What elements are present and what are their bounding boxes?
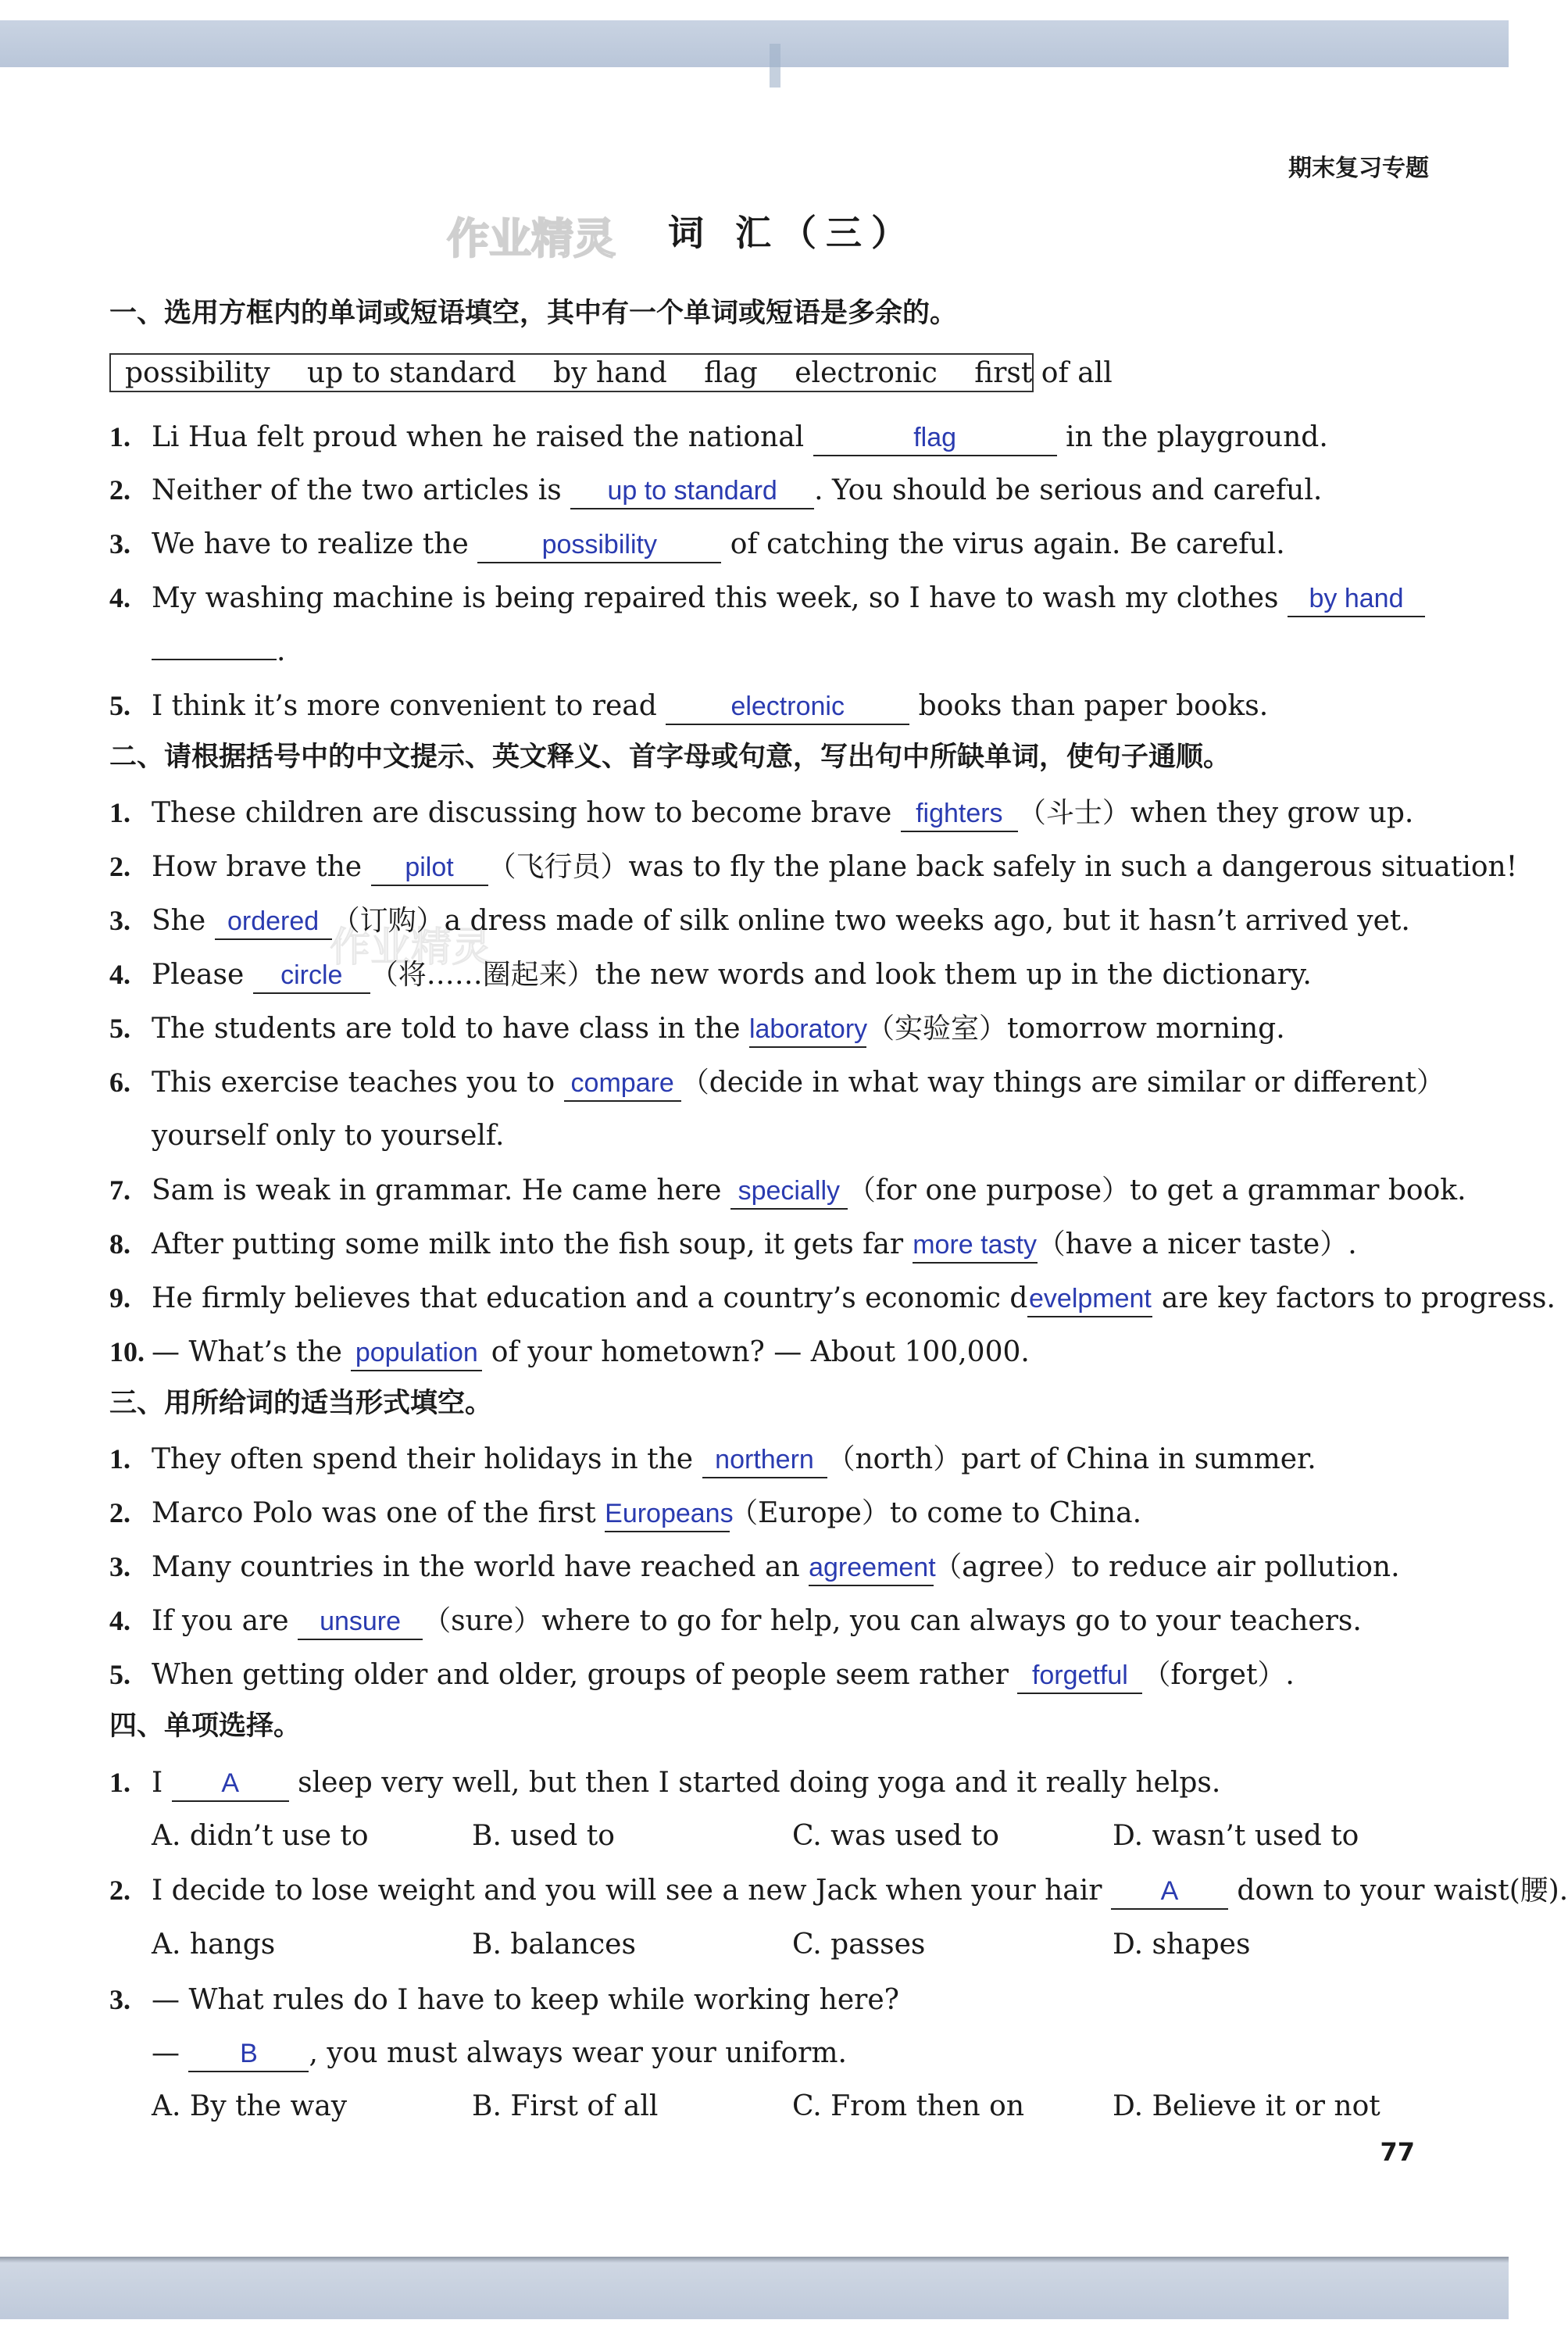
question-text: They often spend their holidays in the xyxy=(152,1443,702,1475)
question-text: （实验室）tomorrow morning. xyxy=(866,1013,1285,1045)
question-text: I think it’s more convenient to read xyxy=(152,690,666,722)
question-text: My washing machine is being repaired this week, so I have to wash my clothes xyxy=(152,582,1288,614)
band-seam xyxy=(770,44,780,88)
word-box-item: first of all xyxy=(974,357,1113,389)
question-number: 1. xyxy=(109,1767,130,1798)
question-row xyxy=(109,794,1438,832)
question-text: are key factors to progress. xyxy=(1152,1282,1555,1314)
answer-blank[interactable]: up to standard xyxy=(570,474,814,509)
answer-blank[interactable]: specially xyxy=(730,1174,848,1210)
question-text: （for one purpose）to get a grammar book. xyxy=(847,1174,1466,1206)
question-text: in the playground. xyxy=(1056,421,1328,453)
word-box-item: electronic xyxy=(795,357,938,389)
question-text: （将……圈起来）the new words and look them up in the dictionary. xyxy=(370,959,1312,991)
answer-blank[interactable]: ordered xyxy=(215,904,332,940)
corner-label: 期末复习专题 xyxy=(1288,155,1429,182)
question-text: — xyxy=(152,2037,189,2069)
question-text: He firmly believes that education and a country’s economic d xyxy=(152,1282,1028,1314)
answer-blank[interactable]: B xyxy=(188,2036,309,2072)
question-number: 10. xyxy=(109,1336,145,1367)
question-row-cont xyxy=(109,1117,1438,1155)
question-text: Neither of the two articles is xyxy=(152,474,571,506)
question-number: 1. xyxy=(109,797,130,828)
question-text: （斗士）when they grow up. xyxy=(1017,797,1414,829)
question-row xyxy=(109,1602,1438,1640)
bottom-scan-band xyxy=(0,2257,1509,2319)
question-text: . You should be serious and careful. xyxy=(814,474,1323,506)
question-text: — What rules do I have to keep while working here? xyxy=(152,1984,899,2016)
question-text: These children are discussing how to become brave xyxy=(152,797,901,829)
answer-blank[interactable]: unsure xyxy=(298,1604,423,1640)
question-number: 2. xyxy=(109,851,130,882)
question-number: 3. xyxy=(109,1551,130,1582)
question-text: books than paper books. xyxy=(909,690,1269,722)
question-text: down to your waist(腰). xyxy=(1227,1875,1568,1907)
option-d[interactable]: D. wasn’t used to xyxy=(1113,1820,1359,1852)
option-a[interactable]: A. By the way xyxy=(152,2090,348,2122)
question-row xyxy=(109,1171,1466,1210)
question-row xyxy=(109,848,1518,886)
question-row xyxy=(109,1548,1438,1586)
answer-blank[interactable]: possibility xyxy=(477,527,721,563)
question-row xyxy=(109,902,1438,940)
question-row-cont xyxy=(109,633,1438,670)
question-text: （have a nicer taste）. xyxy=(1037,1228,1357,1260)
page-title: 词 汇（三） xyxy=(668,212,917,254)
question-text: I xyxy=(152,1767,172,1799)
question-number: 8. xyxy=(109,1228,130,1260)
option-b[interactable]: B. used to xyxy=(472,1820,615,1852)
question-text: This exercise teaches you to xyxy=(152,1067,564,1099)
question-row xyxy=(109,1333,1438,1371)
answer-blank[interactable]: Europeans xyxy=(605,1496,730,1532)
question-text: She xyxy=(152,905,215,937)
question-row xyxy=(109,579,1438,617)
question-number: 7. xyxy=(109,1174,130,1206)
question-text: , you must always wear your uniform. xyxy=(309,2037,847,2069)
top-scan-band xyxy=(0,20,1509,67)
question-text: （decide in what way things are similar or different） xyxy=(680,1067,1445,1099)
question-row xyxy=(109,687,1438,725)
question-text: Please xyxy=(152,959,253,991)
option-a[interactable]: A. didn’t use to xyxy=(152,1820,369,1852)
question-text: of your hometown? — About 100,000. xyxy=(482,1336,1030,1368)
question-text: I decide to lose weight and you will see a new Jack when your hair xyxy=(152,1875,1111,1907)
answer-blank[interactable]: compare xyxy=(564,1066,681,1102)
option-d[interactable]: D. Believe it or not xyxy=(1113,2090,1380,2122)
question-text: of catching the virus again. Be careful. xyxy=(721,528,1285,560)
word-box-item: up to standard xyxy=(307,357,516,389)
mc-question-cont xyxy=(109,2035,1438,2072)
answer-blank[interactable]: flag xyxy=(813,420,1057,456)
question-text: （forget）. xyxy=(1142,1659,1295,1691)
answer-blank[interactable]: fighters xyxy=(901,796,1018,832)
question-text: Many countries in the world have reached an xyxy=(152,1551,809,1583)
answer-blank[interactable]: by hand xyxy=(1288,581,1425,617)
mc-question xyxy=(109,1871,1568,1910)
question-text: （订购）a dress made of silk online two weeks ago, but it hasn’t arrived yet. xyxy=(331,905,1410,937)
question-text: If you are xyxy=(152,1605,298,1637)
question-row xyxy=(109,471,1438,509)
answer-blank[interactable]: evelpment xyxy=(1027,1282,1152,1317)
question-text: How brave the xyxy=(152,851,371,883)
question-row xyxy=(109,1010,1438,1048)
logo-text-faint: 作业精灵 xyxy=(330,924,493,971)
question-number: 5. xyxy=(109,690,130,721)
question-number: 4. xyxy=(109,582,130,613)
section3-heading: 三、用所给词的适当形式填空。 xyxy=(109,1388,493,1419)
word-box-item: flag xyxy=(704,357,758,389)
question-text: （agree）to reduce air pollution. xyxy=(934,1551,1400,1583)
question-text: （飞行员）was to fly the plane back safely in such a dangerous situation! xyxy=(488,851,1518,883)
question-text: — What’s the xyxy=(152,1336,352,1368)
question-text: yourself only to yourself. xyxy=(152,1120,505,1152)
question-number: 1. xyxy=(109,421,130,452)
mc-question xyxy=(109,1981,1438,2019)
question-text: sleep very well, but then I started doing yoga and it really helps. xyxy=(288,1767,1221,1799)
answer-blank[interactable]: northern xyxy=(702,1442,827,1478)
page-number: 77 xyxy=(1380,2137,1415,2167)
question-row xyxy=(109,956,1438,994)
question-row xyxy=(109,525,1438,563)
question-number: 4. xyxy=(109,959,130,990)
option-c[interactable]: C. From then on xyxy=(792,2090,1025,2122)
question-text: （Europe）to come to China. xyxy=(730,1497,1142,1529)
answer-blank[interactable]: more tasty xyxy=(913,1228,1038,1264)
question-number: 3. xyxy=(109,1984,130,2015)
option-b[interactable]: B. First of all xyxy=(472,2090,659,2122)
section1-heading: 一、选用方框内的单词或短语填空，其中有一个单词或短语是多余的。 xyxy=(109,298,958,329)
section2-heading: 二、请根据括号中的中文提示、英文释义、首字母或句意，写出句中所缺单词，使句子通顺。 xyxy=(109,742,1231,773)
option-b[interactable]: B. balances xyxy=(472,1929,636,1961)
option-c[interactable]: C. was used to xyxy=(792,1820,999,1852)
question-text: After putting some milk into the fish soup, it gets far xyxy=(152,1228,913,1260)
question-number: 2. xyxy=(109,1497,130,1528)
question-number: 1. xyxy=(109,1443,130,1475)
question-text: . xyxy=(277,635,286,667)
question-text: Sam is weak in grammar. He came here xyxy=(152,1174,730,1206)
answer-blank[interactable]: forgetful xyxy=(1017,1658,1142,1694)
question-row xyxy=(109,1494,1438,1532)
question-number: 4. xyxy=(109,1605,130,1636)
question-number: 5. xyxy=(109,1659,130,1690)
question-row xyxy=(109,1225,1438,1264)
option-c[interactable]: C. passes xyxy=(792,1929,926,1961)
question-number: 3. xyxy=(109,528,130,559)
continuation-blank xyxy=(152,659,277,660)
option-a[interactable]: A. hangs xyxy=(152,1929,276,1961)
question-row xyxy=(109,418,1438,456)
question-row xyxy=(109,1279,1555,1317)
question-number: 5. xyxy=(109,1013,130,1044)
answer-blank[interactable]: circle xyxy=(253,958,370,994)
logo-text: 作业精灵 xyxy=(447,214,616,263)
question-text: Li Hua felt proud when he raised the national xyxy=(152,421,813,453)
question-text: （sure）where to go for help, you can always go to your teachers. xyxy=(423,1605,1362,1637)
question-text: （north）part of China in summer. xyxy=(827,1443,1316,1475)
question-number: 3. xyxy=(109,905,130,936)
answer-blank[interactable]: electronic xyxy=(666,689,909,725)
question-row xyxy=(109,1440,1438,1478)
answer-blank[interactable]: population xyxy=(351,1335,482,1371)
answer-blank[interactable]: laboratory xyxy=(749,1012,866,1048)
watermark-logo xyxy=(444,205,634,273)
question-row xyxy=(109,1656,1438,1694)
question-text: Marco Polo was one of the first xyxy=(152,1497,605,1529)
option-d[interactable]: D. shapes xyxy=(1113,1929,1251,1961)
answer-blank[interactable]: pilot xyxy=(371,850,488,886)
answer-blank[interactable]: agreement xyxy=(809,1550,934,1586)
section4-heading: 四、单项选择。 xyxy=(109,1710,302,1742)
word-box-item: by hand xyxy=(553,357,667,389)
mc-question xyxy=(109,1764,1438,1802)
word-box-item: possibility xyxy=(125,357,270,389)
question-text: The students are told to have class in the xyxy=(152,1013,749,1045)
answer-blank[interactable]: A xyxy=(1111,1874,1228,1910)
question-text: When getting older and older, groups of people seem rather xyxy=(152,1659,1018,1691)
answer-blank[interactable]: A xyxy=(172,1766,289,1802)
word-box xyxy=(109,353,1113,392)
question-number: 2. xyxy=(109,474,130,506)
question-number: 2. xyxy=(109,1875,130,1906)
question-number: 6. xyxy=(109,1067,130,1098)
question-number: 9. xyxy=(109,1282,130,1314)
question-text: We have to realize the xyxy=(152,528,478,560)
question-row xyxy=(109,1063,1445,1102)
